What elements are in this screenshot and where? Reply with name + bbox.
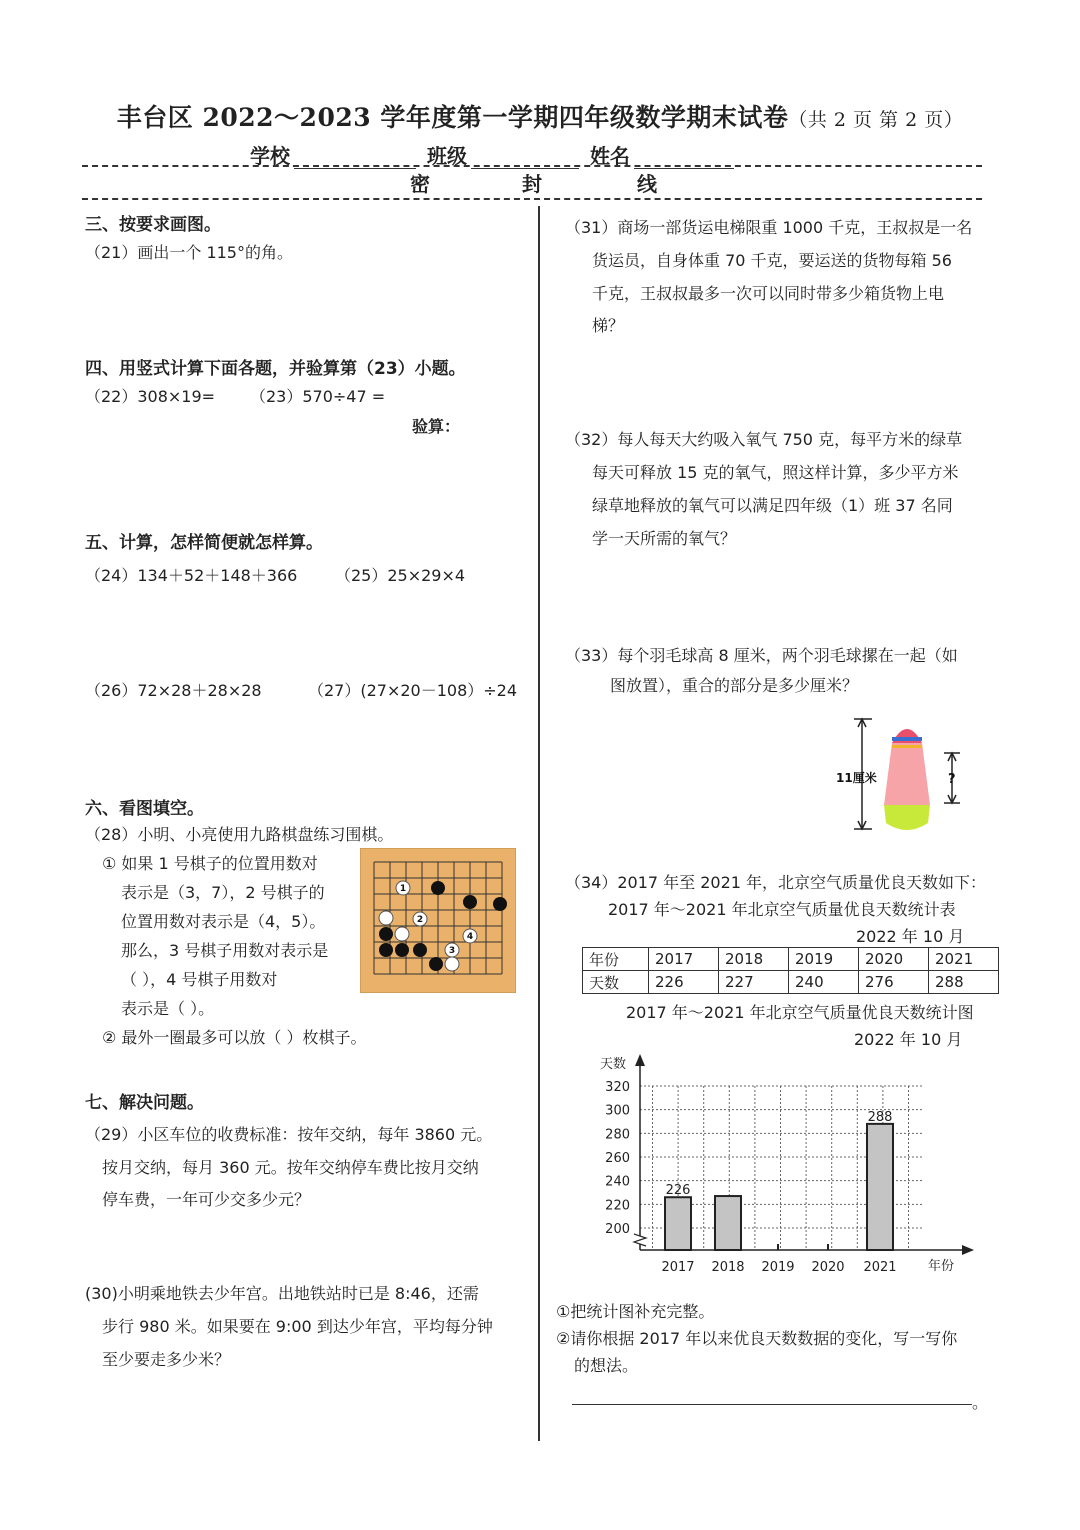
black-stone xyxy=(413,943,427,957)
table-row xyxy=(583,971,999,994)
question-32-line-4: 学一天所需的氧气？ xyxy=(592,529,737,548)
question-28-part-1-line-6: 表示是（ ）。 xyxy=(121,999,215,1018)
chart-bars xyxy=(665,1124,893,1250)
answer-end-mark: 。 xyxy=(972,1393,989,1412)
bar xyxy=(665,1197,691,1250)
question-23: （23）570÷47 = xyxy=(250,387,386,406)
bar xyxy=(715,1196,741,1250)
bar-chart xyxy=(590,1050,990,1280)
question-28-part-1-line-4: 那么，3 号棋子用数对表示是 xyxy=(121,941,329,960)
school-blank[interactable] xyxy=(294,168,416,169)
table-header-year: 年份 xyxy=(583,948,649,971)
question-32-line-3: 绿草地释放的氧气可以满足四年级（1）班 37 名同 xyxy=(592,496,953,515)
table-cell: 288 xyxy=(929,971,999,994)
answer-line[interactable] xyxy=(572,1404,972,1405)
seal-mark-1: 密 xyxy=(410,172,430,196)
white-stone xyxy=(445,957,459,971)
question-28-part-1-line-1: ① 如果 1 号棋子的位置用数对 xyxy=(102,854,318,873)
table-cell: 2018 xyxy=(719,948,789,971)
question-31-line-2: 货运员，自身体重 70 千克，要运送的货物每箱 56 xyxy=(592,251,952,270)
column-divider xyxy=(538,206,540,1441)
section-5-title: 五、计算，怎样简便就怎样算。 xyxy=(85,533,323,553)
question-33-line-2: 图放置），重合的部分是多少厘米？ xyxy=(610,676,859,695)
question-28-part-2: ② 最外一圈最多可以放（ ）枚棋子。 xyxy=(102,1028,367,1047)
seal-mark-3: 线 xyxy=(637,172,657,196)
stone-label-3: 3 xyxy=(448,946,456,956)
question-32-line-1: （32）每人每天大约吸入氧气 750 克，每平方米的绿草 xyxy=(565,430,963,449)
table-cell: 2020 xyxy=(859,948,929,971)
stone-label-2: 2 xyxy=(416,915,424,925)
black-stone xyxy=(379,927,393,941)
table-cell: 226 xyxy=(649,971,719,994)
shuttlecock-figure xyxy=(832,715,972,840)
table-header-days: 天数 xyxy=(583,971,649,994)
page-subtitle: （共 2 页 第 2 页） xyxy=(788,109,964,131)
question-32-line-2: 每天可释放 15 克的氧气，照这样计算，多少平方米 xyxy=(592,463,959,482)
black-stone xyxy=(379,943,393,957)
class-label: 班级 xyxy=(426,144,467,168)
question-34-part-1: ①把统计图补充完整。 xyxy=(556,1302,715,1321)
shuttlecock-band xyxy=(892,737,922,741)
height-label: 11厘米 xyxy=(836,771,877,785)
table-cell: 2021 xyxy=(929,948,999,971)
y-tick-label: 220 xyxy=(605,1198,630,1214)
table-cell: 276 xyxy=(859,971,929,994)
question-29-line-1: （29）小区车位的收费标准：按年交纳，每年 3860 元。 xyxy=(85,1125,493,1144)
chart-date: 2022 年 10 月 xyxy=(854,1030,963,1049)
black-stone xyxy=(395,943,409,957)
seal-mark-2: 封 xyxy=(522,172,542,196)
question-31-line-3: 千克，王叔叔最多一次可以同时带多少箱货物上电 xyxy=(592,284,945,303)
bar-value-label: 288 xyxy=(867,1109,893,1125)
question-22: （22）308×19= xyxy=(85,387,216,406)
question-29-line-2: 按月交纳，每月 360 元。按年交纳停车费比按月交纳 xyxy=(102,1158,479,1177)
y-tick-label: 320 xyxy=(605,1080,630,1095)
question-27: （27）(27×20－108）÷24 xyxy=(308,681,518,700)
section-7-title: 七、解决问题。 xyxy=(85,1093,204,1113)
table-row xyxy=(583,948,999,971)
bar-value-label: 226 xyxy=(665,1183,691,1199)
x-tick-label: 2017 xyxy=(661,1260,695,1275)
dashed-divider-bottom xyxy=(82,198,982,200)
question-28-part-1-line-2: 表示是（3，7），2 号棋子的 xyxy=(121,883,325,902)
question-34-part-2-line-2: 的想法。 xyxy=(574,1356,639,1375)
black-stone xyxy=(429,957,443,971)
question-30-line-1: (30)小明乘地铁去少年宫。出地铁站时已是 8:46，还需 xyxy=(85,1284,479,1303)
overlap-question: ? xyxy=(948,772,956,787)
question-26: （26）72×28＋28×28 xyxy=(85,681,262,700)
x-axis-arrow xyxy=(962,1245,974,1255)
question-31-line-1: （31）商场一部货运电梯限重 1000 千克，王叔叔是一名 xyxy=(565,218,973,237)
y-tick-label: 240 xyxy=(605,1174,630,1190)
white-stone xyxy=(379,911,393,925)
y-tick-label: 260 xyxy=(605,1151,630,1166)
dashed-divider-top xyxy=(82,165,982,167)
question-24: （24）134＋52＋148＋366 xyxy=(85,566,298,585)
black-stone xyxy=(493,897,507,911)
black-stone xyxy=(463,895,477,909)
y-tick-label: 200 xyxy=(605,1222,630,1237)
question-28: （28）小明、小亮使用九路棋盘练习围棋。 xyxy=(85,825,394,844)
section-4-title: 四、用竖式计算下面各题，并验算第（23）小题。 xyxy=(85,359,466,379)
x-tick-label: 2021 xyxy=(863,1260,897,1275)
x-axis-label: 年份 xyxy=(928,1259,955,1274)
question-28-part-1-line-3: 位置用数对表示是（4，5）。 xyxy=(121,912,326,931)
school-label: 学校 xyxy=(250,144,290,168)
question-29-line-3: 停车费，一年可少交多少元？ xyxy=(102,1190,311,1209)
table-cell: 2017 xyxy=(649,948,719,971)
name-label: 姓名 xyxy=(589,144,630,168)
stone-label-1: 1 xyxy=(399,884,407,894)
black-stone xyxy=(431,881,445,895)
question-30-line-2: 步行 980 米。如果要在 9:00 到达少年宫，平均每分钟 xyxy=(102,1317,493,1336)
x-tick-label: 2018 xyxy=(711,1260,745,1275)
table-date: 2022 年 10 月 xyxy=(856,927,965,946)
go-board xyxy=(360,848,516,993)
bar xyxy=(867,1124,893,1250)
y-axis-label: 天数 xyxy=(600,1057,627,1072)
question-30-line-3: 至少要走多少米？ xyxy=(102,1350,231,1369)
section-6-title: 六、看图填空。 xyxy=(85,799,204,819)
y-tick-label: 300 xyxy=(605,1103,630,1119)
section-3-title: 三、按要求画图。 xyxy=(85,215,221,235)
x-tick-label: 2020 xyxy=(811,1260,845,1275)
question-34-part-2-line-1: ②请你根据 2017 年以来优良天数数据的变化，写一写你 xyxy=(556,1329,958,1348)
question-31-line-4: 梯？ xyxy=(592,316,625,335)
question-25: （25）25×29×4 xyxy=(335,566,466,585)
x-tick-label: 2019 xyxy=(761,1260,795,1275)
y-tick-label: 280 xyxy=(605,1127,630,1143)
page-title: 丰台区 2022～2023 学年度第一学期四年级数学期末试卷（共 2 页 第 2 页） xyxy=(116,103,964,132)
stone-label-4: 4 xyxy=(466,932,474,942)
check-label: 验算： xyxy=(412,417,461,436)
table-title: 2017 年～2021 年北京空气质量优良天数统计表 xyxy=(608,900,956,919)
question-28-part-1-line-5: （ ），4 号棋子用数对 xyxy=(121,970,278,989)
shuttlecock-band xyxy=(892,745,922,748)
question-33-line-1: （33）每个羽毛球高 8 厘米，两个羽毛球摞在一起（如 xyxy=(565,646,958,665)
shuttlecock-base xyxy=(884,805,930,830)
shuttlecock-feathers xyxy=(884,743,930,805)
question-21: （21）画出一个 115°的角。 xyxy=(85,243,293,262)
table-cell: 2019 xyxy=(789,948,859,971)
table-cell: 240 xyxy=(789,971,859,994)
y-axis-arrow xyxy=(635,1054,645,1066)
question-34: （34）2017 年至 2021 年，北京空气质量优良天数如下： xyxy=(565,873,987,892)
white-stone xyxy=(395,927,409,941)
chart-title: 2017 年～2021 年北京空气质量优良天数统计图 xyxy=(626,1003,974,1022)
axis-break xyxy=(634,1234,646,1246)
stat-table xyxy=(582,947,999,994)
table-cell: 227 xyxy=(719,971,789,994)
